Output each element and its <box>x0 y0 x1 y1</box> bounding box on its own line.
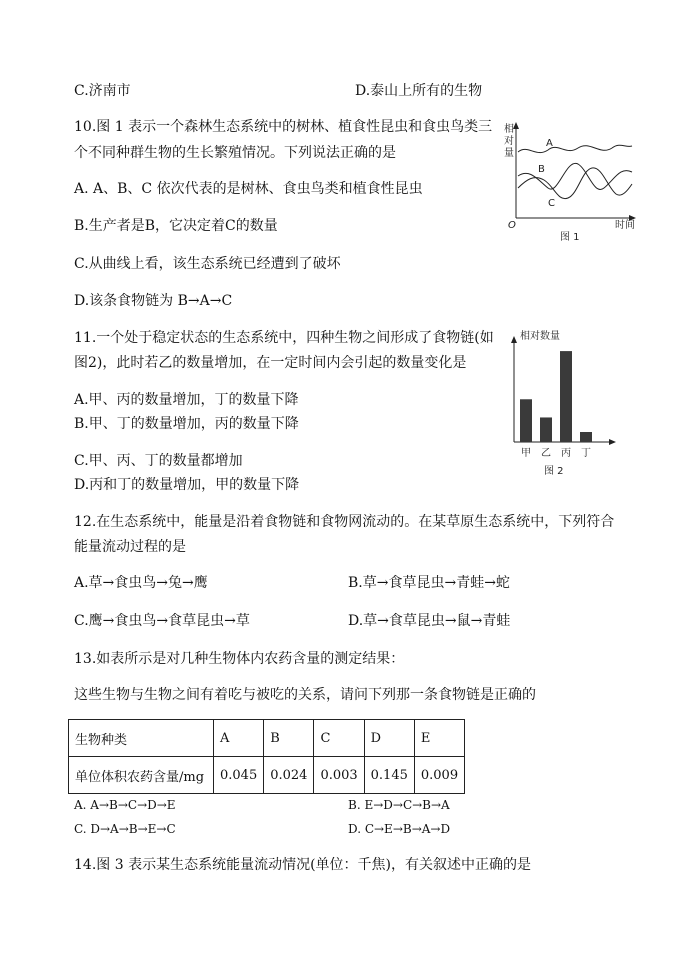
figure-2-y-arrow <box>511 336 517 343</box>
q11-option-a: A.甲、丙的数量增加，丁的数量下降 <box>74 392 299 408</box>
figure-2-category-label: 乙 <box>541 448 551 459</box>
pesticide-table <box>68 719 465 794</box>
q11-option-d: D.丙和丁的数量增加，甲的数量下降 <box>74 477 300 493</box>
figure-2-category-label: 丙 <box>561 448 571 459</box>
q12-option-c: C.鹰→食虫鸟→食草昆虫→草 <box>74 613 250 629</box>
table-cell: B <box>264 720 314 757</box>
q14-stem-line1: 14.图 3 表示某生态系统能量流动情况(单位：千焦)，有关叙述中正确的是 <box>74 857 531 873</box>
figure-2-ylabel: 相对数量 <box>520 331 560 342</box>
table-header-row <box>69 720 465 757</box>
table-cell: 0.024 <box>264 757 314 794</box>
table-cell: 0.145 <box>364 757 414 794</box>
q11-stem-line1: 11.一个处于稳定状态的生态系统中，四种生物之间形成了食物链(如 <box>74 330 494 346</box>
q10-option-d: D.该条食物链为 B→A→C <box>74 293 233 309</box>
q13-option-d: D. C→E→B→A→D <box>348 822 451 836</box>
q13-stem-line1: 13.如表所示是对几种生物体内农药含量的测定结果： <box>74 651 405 667</box>
figure-2-category-label: 丁 <box>581 448 591 459</box>
table-cell: 0.009 <box>414 757 464 794</box>
q13-stem-line2: 这些生物与生物之间有着吃与被吃的关系，请问下列那一条食物链是正确的 <box>74 687 536 703</box>
table-row <box>69 757 465 794</box>
figure-2-category-label: 甲 <box>521 448 531 459</box>
q10-option-a: A. A、B、C 依次代表的是树林、食虫鸟类和植食性昆虫 <box>74 181 423 197</box>
q10-stem-line1: 10.图 1 表示一个森林生态系统中的树林、植食性昆虫和食虫鸟类三 <box>74 119 493 135</box>
figure-1-ylabel-1: 相 <box>504 124 514 135</box>
q9-option-c: C.济南市 <box>74 83 131 99</box>
figure-1-curve-a <box>518 145 632 152</box>
q12-stem-line1: 12.在生态系统中，能量是沿着食物链和食物网流动的。在某草原生态系统中，下列符合 <box>74 514 615 530</box>
figure-1-ylabel-2: 对 <box>504 136 514 147</box>
q13-option-a: A. A→B→C→D→E <box>74 798 176 812</box>
table-cell: A <box>214 720 264 757</box>
figure-1-caption: 图 1 <box>560 232 580 243</box>
figure-1-growth-curves <box>500 118 640 244</box>
figure-1-label-c: C <box>548 198 555 209</box>
figure-1-curve-b <box>518 163 632 189</box>
q10-option-c: C.从曲线上看，该生态系统已经遭到了破坏 <box>74 256 341 272</box>
table-cell: E <box>414 720 464 757</box>
q11-stem-line2: 图2)，此时若乙的数量增加，在一定时间内会引起的数量变化是 <box>74 355 467 371</box>
figure-2-bar-0 <box>520 399 532 442</box>
table-cell: 0.003 <box>314 757 364 794</box>
q11-option-b: B.甲、丁的数量增加，丙的数量下降 <box>74 416 299 432</box>
q12-option-d: D.草→食草昆虫→鼠→青蛙 <box>348 613 511 629</box>
figure-2-bar-2 <box>560 351 572 442</box>
figure-2-bar-1 <box>540 417 552 442</box>
q12-option-b: B.草→食草昆虫→青蛙→蛇 <box>348 575 510 591</box>
table-cell: 0.045 <box>214 757 264 794</box>
figure-1-curve-c <box>518 168 632 199</box>
figure-1-ylabel-3: 量 <box>504 148 514 159</box>
figure-1-label-b: B <box>538 164 545 175</box>
figure-2-caption: 图 2 <box>544 466 564 477</box>
table-cell: D <box>364 720 414 757</box>
q11-option-c: C.甲、丙、丁的数量都增加 <box>74 453 243 469</box>
q12-option-a: A.草→食虫鸟→兔→鹰 <box>74 575 208 591</box>
figure-1-label-a: A <box>546 138 553 149</box>
table-cell: 单位体积农药含量/mg <box>69 757 214 794</box>
q9-option-d: D.泰山上所有的生物 <box>355 83 483 99</box>
figure-2-bar-chart <box>506 326 618 478</box>
figure-2-bar-3 <box>580 432 592 442</box>
q13-option-c: C. D→A→B→E→C <box>74 822 176 836</box>
table-cell: C <box>314 720 364 757</box>
q10-option-b: B.生产者是B，它决定着C的数量 <box>74 218 278 234</box>
figure-2-x-arrow <box>609 439 616 445</box>
q10-stem-line2: 个不同种群生物的生长繁殖情况。下列说法正确的是 <box>74 145 396 161</box>
table-cell: 生物种类 <box>69 720 214 757</box>
q12-stem-line2: 能量流动过程的是 <box>74 539 186 555</box>
q13-option-b: B. E→D→C→B→A <box>348 798 450 812</box>
figure-1-origin: O <box>508 220 516 231</box>
figure-1-xlabel: 时间 <box>615 220 635 231</box>
